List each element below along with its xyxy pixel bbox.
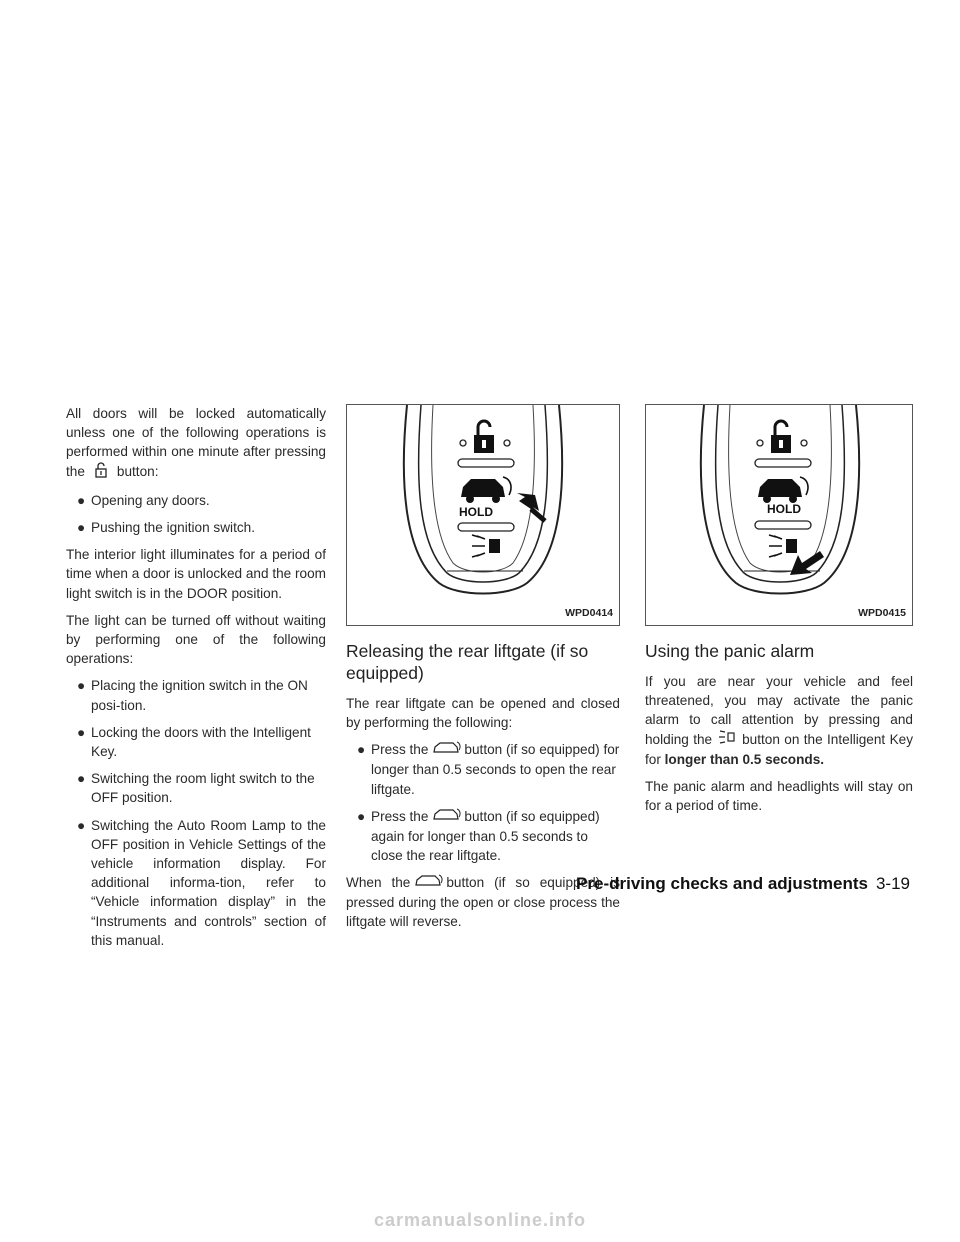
page-number: 3-19: [875, 874, 910, 893]
liftgate-icon: [431, 808, 461, 827]
column-left: [66, 404, 326, 958]
panic-icon: [715, 730, 739, 749]
key-fob-illustration: [347, 405, 620, 625]
list-item: ● Switching the room light switch to the OFF position.: [77, 771, 315, 806]
list-item: ● Opening any doors.: [77, 492, 210, 508]
list-item: ● Press the button (if so equipped) for longer than 0.5 seconds to open the rear liftgate.: [357, 742, 620, 797]
svg-text:HOLD: HOLD: [459, 505, 493, 519]
figure-panic: [645, 404, 913, 626]
liftgate-icon: [758, 477, 808, 503]
arrow-icon: [517, 493, 545, 521]
paragraph-liftgate-intro: The rear liftgate can be opened and closed by performing the following:: [346, 696, 620, 731]
list-item: ● Switching the Auto Room Lamp to the OFF position in Vehicle Settings of the vehicle information display. For additional informa-tion, refer to “Vehicle information display” in the “Instruments and controls” section of this manual.: [77, 817, 326, 948]
unlock-icon: [88, 462, 114, 483]
list-item: ● Press the button (if so equipped) again for longer than 0.5 seconds to close the rear liftgate.: [357, 808, 600, 864]
unlock-icon: [757, 421, 807, 453]
column-middle: [346, 404, 620, 940]
section-title: Pre-driving checks and adjustments: [576, 874, 868, 893]
liftgate-icon: [431, 741, 461, 760]
list-item: ● Placing the ignition switch in the ON posi-tion.: [77, 678, 308, 713]
figure-code: WPD0415: [856, 604, 908, 623]
heading-liftgate: Releasing the rear liftgate (if so equipped): [346, 641, 589, 683]
heading-panic-alarm: Using the panic alarm: [645, 641, 815, 661]
liftgate-icon: [461, 477, 511, 503]
paragraph-panic-duration: The panic alarm and headlights will stay on for a period of time.: [645, 778, 913, 814]
panic-icon: [472, 535, 500, 557]
svg-text:HOLD: HOLD: [767, 502, 801, 516]
list-item: ● Pushing the ignition switch.: [77, 520, 255, 536]
paragraph-panic-activate: If you are near your vehicle and feel threatened, you may activate the panic alarm to call attention by pressing and holding the button on the Intelligent Key for longer than 0.5 seconds.: [645, 674, 913, 767]
liftgate-icon: [413, 874, 443, 893]
key-fob-illustration: [646, 405, 913, 625]
paragraph-turn-off: The light can be turned off without waiting by performing one of the following operations:: [66, 612, 326, 667]
paragraph-interior-light: The interior light illuminates for a period of time when a door is unlocked and the room light switch is in the DOOR position.: [66, 547, 326, 601]
paragraph-auto-lock: All doors will be locked automatically unless one of the following operations is performed within one minute after pressing the button:: [66, 404, 326, 483]
figure-liftgate: [346, 404, 620, 626]
paragraph-liftgate-reverse: When the button (if so equipped) is pressed during the open or close process the liftgate will reverse.: [346, 875, 620, 930]
watermark: carmanualsonline.info: [373, 1210, 587, 1230]
figure-code: WPD0414: [563, 604, 615, 623]
list-item: ● Locking the doors with the Intelligent Key.: [77, 724, 311, 760]
column-right: [645, 404, 913, 823]
unlock-icon: [460, 421, 510, 453]
page-footer: [576, 874, 910, 894]
panic-icon: [769, 535, 797, 557]
